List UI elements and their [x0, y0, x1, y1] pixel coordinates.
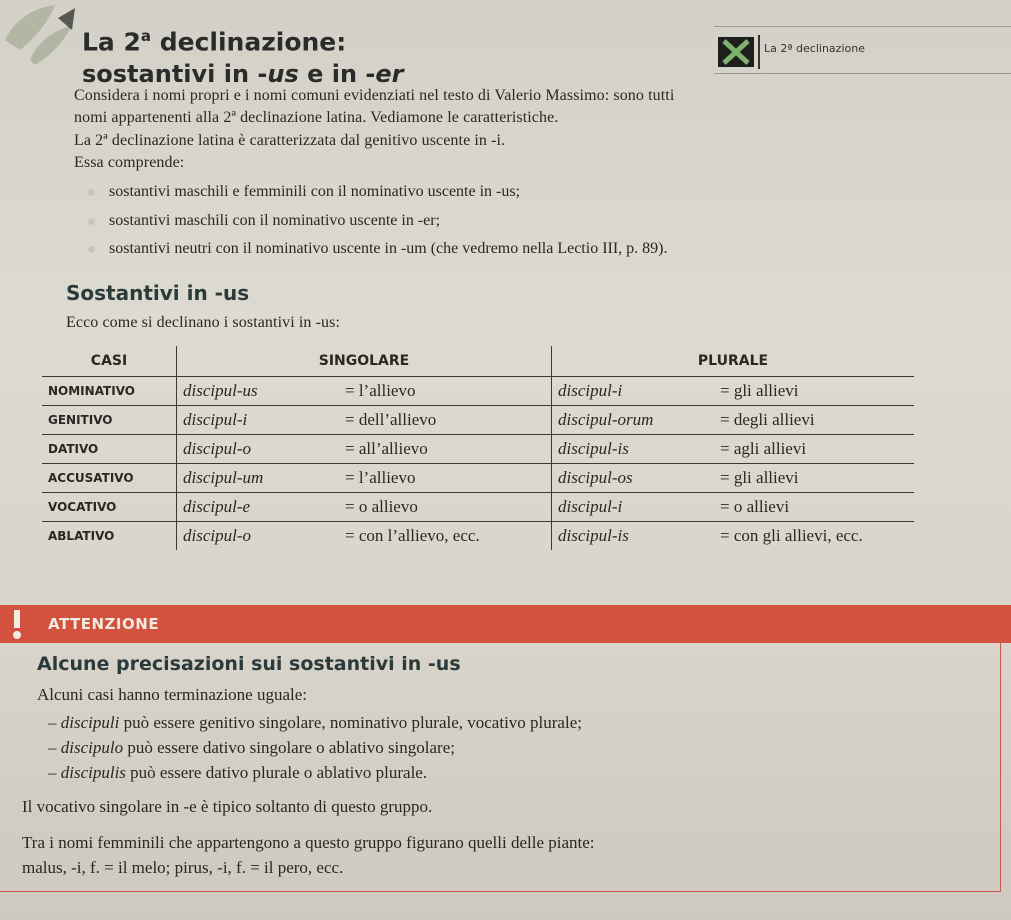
- plural-translation: = agli allievi: [714, 435, 914, 464]
- header-plural: PLURALE: [552, 346, 915, 377]
- case-name: NOMINATIVO: [42, 377, 177, 406]
- subtitle-text-a: sostantivi in -: [82, 60, 268, 89]
- attention-item: – discipulo può essere dativo singolare o ablativo singolare;: [48, 738, 455, 757]
- title-text-b: declinazione:: [151, 27, 347, 57]
- singular-translation: = l’allievo: [339, 464, 552, 493]
- plural-form: discipul-i: [552, 377, 715, 406]
- subtitle-er: er: [375, 60, 404, 89]
- plural-translation: = degli allievi: [714, 406, 914, 435]
- table-row: [42, 493, 914, 522]
- section-intro: Ecco come si declinano i sostantivi in -us:: [66, 314, 341, 331]
- bullet-dot-icon: [88, 189, 95, 196]
- table-header-row: [42, 346, 914, 377]
- bullet-text: sostantivi neutri con il nominativo uscente in -um (che vedremo nella Lectio III, p. 89).: [109, 240, 668, 257]
- plural-translation: = con gli allievi, ecc.: [720, 526, 863, 545]
- subtitle-us: us: [267, 60, 299, 89]
- attention-item-text: può essere dativo singolare o ablativo singolare;: [123, 738, 455, 757]
- table-row: [42, 377, 914, 406]
- plural-translation: = o allievi: [714, 493, 914, 522]
- singular-form: discipul-i: [177, 406, 340, 435]
- subtitle-text-b: e in -: [298, 60, 376, 89]
- singular-form: discipul-o: [177, 435, 340, 464]
- title-text-a: La 2: [82, 27, 141, 57]
- plural-translation: = gli allievi: [714, 464, 914, 493]
- badge-label: La 2ª declinazione: [764, 42, 865, 55]
- plural-form: discipul-is: [552, 522, 715, 551]
- case-name: DATIVO: [42, 435, 177, 464]
- chapter-icon: [718, 37, 754, 67]
- page-title: [82, 20, 404, 90]
- case-name: ABLATIVO: [42, 522, 177, 551]
- plural-translation: = gli allievi: [714, 377, 914, 406]
- singular-translation: = con l’allievo, ecc.: [345, 526, 480, 545]
- singular-translation: = dell’allievo: [339, 406, 552, 435]
- attention-line-1: Alcuni casi hanno terminazione uguale:: [37, 685, 308, 704]
- attention-item-word: discipuli: [60, 713, 120, 732]
- singular-form: discipul-o: [183, 526, 251, 545]
- bullet-item: [88, 238, 668, 260]
- attention-header: [0, 605, 1011, 643]
- attention-title: Alcune precisazioni sui sostantivi in -us: [37, 653, 461, 675]
- singular-form: discipul-e: [177, 493, 340, 522]
- table-row: [42, 406, 914, 435]
- table-row: [42, 522, 914, 551]
- intro-line-4: Essa comprende:: [74, 154, 185, 171]
- attention-item: – discipulis può essere dativo plurale o ablativo plurale.: [48, 763, 428, 782]
- singular-form: discipul-us: [177, 377, 340, 406]
- intro-line-3: La 2ª declinazione latina è caratterizzata dal genitivo uscente in -i.: [74, 132, 506, 149]
- declension-table: [42, 346, 914, 550]
- attention-line-5: Il vocativo singolare in -e è tipico soltanto di questo gruppo.: [22, 797, 433, 816]
- header-cases: CASI: [42, 346, 177, 377]
- case-name: GENITIVO: [42, 406, 177, 435]
- plural-form: discipul-os: [552, 464, 715, 493]
- attention-label: ATTENZIONE: [48, 615, 160, 633]
- bullet-dot-icon: [88, 218, 95, 225]
- badge-divider: [758, 35, 760, 69]
- attention-item-text: può essere genitivo singolare, nominativo plurale, vocativo plurale;: [119, 713, 582, 732]
- attention-item-word: discipulo: [60, 738, 124, 757]
- attention-item: – discipuli può essere genitivo singolare, nominativo plurale, vocativo plurale;: [48, 713, 582, 732]
- bullet-item: [88, 210, 440, 232]
- table-row: [42, 435, 914, 464]
- section-title: Sostantivi in -us: [66, 281, 250, 305]
- attention-item-word: discipulis: [60, 763, 126, 782]
- case-name: ACCUSATIVO: [42, 464, 177, 493]
- exclamation-icon: [8, 607, 26, 641]
- plural-form: discipul-i: [552, 493, 715, 522]
- attention-line-7: malus, -i, f. = il melo; pirus, -i, f. = il pero, ecc.: [22, 858, 344, 877]
- singular-translation: = all’allievo: [339, 435, 552, 464]
- chapter-badge: [714, 26, 1011, 74]
- plural-form: discipul-orum: [552, 406, 715, 435]
- singular-translation: = o allievo: [339, 493, 552, 522]
- bullet-item: [88, 181, 520, 203]
- plural-form: discipul-is: [552, 435, 715, 464]
- singular-form: discipul-um: [177, 464, 340, 493]
- bullet-text: sostantivi maschili con il nominativo uscente in -er;: [109, 212, 441, 229]
- attention-line-6: Tra i nomi femminili che appartengono a questo gruppo figurano quelli delle piante:: [22, 833, 595, 852]
- header-singular: SINGOLARE: [177, 346, 552, 377]
- leaf-decoration-icon: [0, 0, 75, 70]
- attention-item-text: può essere dativo plurale o ablativo plurale.: [125, 763, 428, 782]
- title-line-1: [82, 20, 404, 58]
- title-superscript: a: [140, 27, 152, 45]
- case-name: VOCATIVO: [42, 493, 177, 522]
- intro-line-2: nomi appartenenti alla 2ª declinazione latina. Vediamone le caratteristiche.: [74, 109, 559, 126]
- bullet-text: sostantivi maschili e femminili con il nominativo uscente in -us;: [109, 183, 521, 200]
- bullet-dot-icon: [88, 246, 95, 253]
- table-row: [42, 464, 914, 493]
- singular-translation: = l’allievo: [339, 377, 552, 406]
- intro-line-1: Considera i nomi propri e i nomi comuni evidenziati nel testo di Valerio Massimo: sono tutti: [74, 87, 675, 104]
